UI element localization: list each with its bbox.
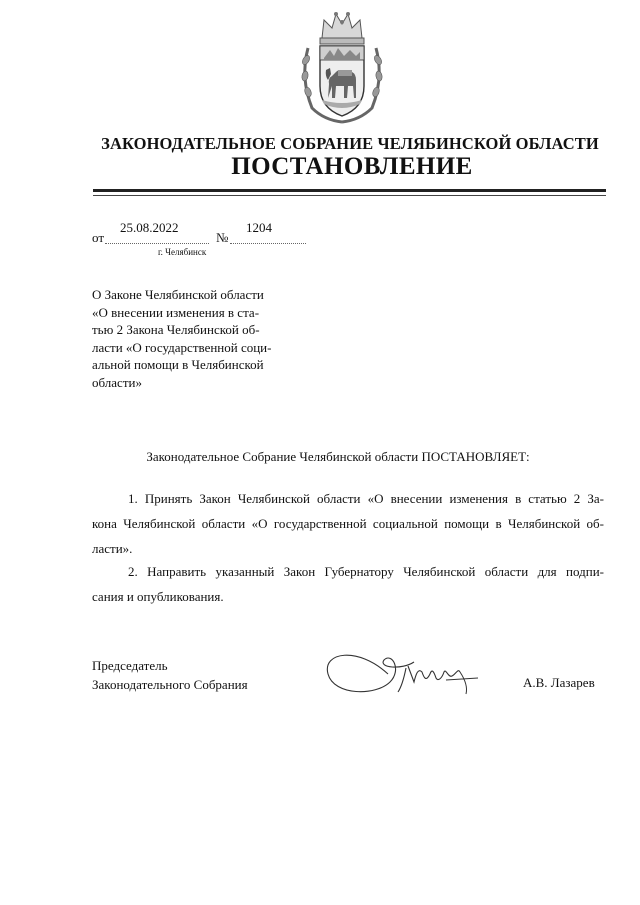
- organization-name: ЗАКОНОДАТЕЛЬНОЕ СОБРАНИЕ ЧЕЛЯБИНСКОЙ ОБЛАСТИ: [101, 134, 599, 153]
- document-type-title: ПОСТАНОВЛЕНИЕ: [231, 153, 473, 180]
- item-line: кона Челябинской области «О государственной социальной помощи в Челябинской об-: [92, 516, 604, 531]
- item-line: 2. Направить указанный Закон Губернатору Челябинской области для подпи-: [128, 564, 604, 579]
- signer-position-line: Председатель: [92, 658, 168, 673]
- header-rule-thick: [93, 189, 606, 192]
- subject-line: области»: [92, 374, 142, 390]
- resolution-item-1: [92, 486, 604, 561]
- resolves-heading: Законодательное Собрание Челябинской области ПОСТАНОВЛЯЕТ:: [146, 449, 530, 464]
- subject-line: ласти «О государственной соци-: [92, 339, 272, 355]
- subject-line: О Законе Челябинской области: [92, 287, 264, 302]
- date-underline: [105, 243, 209, 244]
- document-date: 25.08.2022: [120, 220, 179, 235]
- signer-position: [92, 656, 248, 694]
- item-line: сания и опубликования.: [92, 589, 224, 604]
- signer-position-line: Законодательного Собрания: [92, 677, 248, 692]
- handwritten-signature: [318, 638, 488, 700]
- document-number: 1204: [246, 220, 272, 235]
- subject-block: [92, 286, 282, 392]
- number-underline: [230, 243, 306, 244]
- date-from-label: от: [92, 230, 105, 245]
- subject-line: альной помощи в Челябинской: [92, 357, 264, 373]
- item-line: ласти».: [92, 541, 133, 556]
- subject-line: «О внесении изменения в ста-: [92, 304, 260, 320]
- number-label: №: [216, 230, 229, 245]
- header-rule-thin: [93, 195, 606, 196]
- item-line: 1. Принять Закон Челябинской области «О внесении изменения в статью 2 За-: [128, 491, 604, 506]
- coat-of-arms-emblem: [298, 8, 386, 126]
- document-city: г. Челябинск: [158, 247, 207, 257]
- resolution-item-2: [92, 559, 604, 609]
- signer-name: А.В. Лазарев: [523, 675, 595, 690]
- subject-line: тью 2 Закона Челябинской об-: [92, 322, 260, 338]
